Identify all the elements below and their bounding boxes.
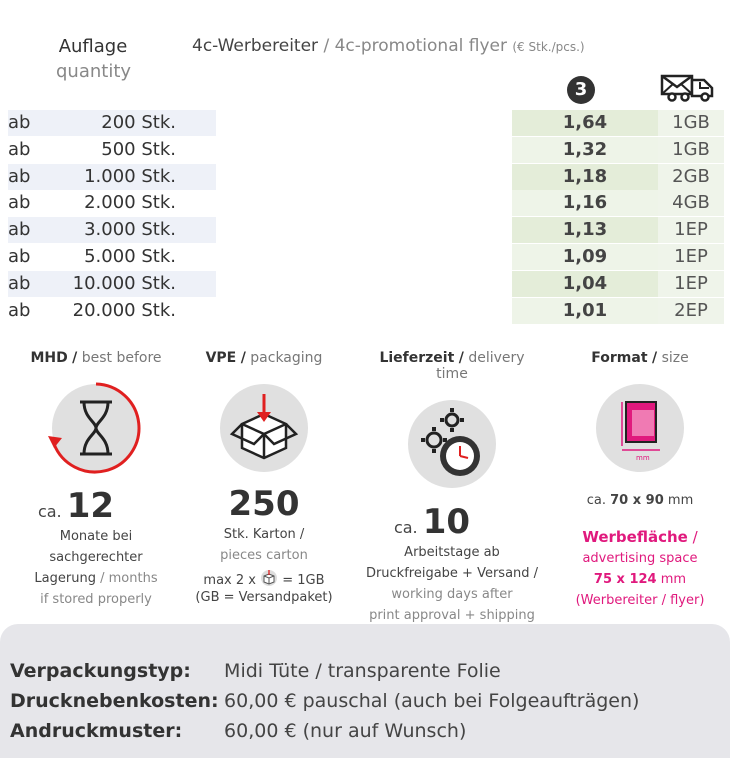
product-unit: (€ Stk./pcs.) [512, 40, 585, 54]
quantity-header-de: Auflage [58, 36, 128, 57]
proof-value: 60,00 € (nur auf Wunsch) [224, 720, 467, 742]
table-row [0, 137, 720, 163]
format-ca: ca. [586, 493, 606, 508]
row-price: 1,04 [512, 271, 658, 297]
mhd-title-en: best before [81, 350, 162, 366]
row-shipping: 1GB [658, 110, 724, 136]
vpe-line3b: = 1GB [282, 573, 325, 588]
table-row [0, 164, 720, 190]
row-prefix: ab [8, 299, 31, 321]
format-mm-label: mm [636, 454, 650, 462]
row-prefix: ab [8, 192, 31, 214]
row-price: 1,16 [512, 190, 658, 216]
row-shipping: 1EP [658, 217, 724, 243]
vpe-line4: (GB = Versandpaket) [195, 590, 333, 605]
lieferzeit-line4: print approval + shipping [369, 608, 535, 623]
lieferzeit-title: Lieferzeit / delivery time [379, 350, 525, 382]
table-row [0, 110, 720, 136]
lieferzeit-line2: Druckfreigabe + Versand / [365, 566, 539, 581]
row-quantity: 500 Stk. [101, 138, 176, 160]
format-title-de: Format [591, 350, 648, 366]
lieferzeit-title-en: delivery time [436, 350, 525, 382]
row-shipping: 2GB [658, 164, 724, 190]
vpe-value: 250 [228, 484, 300, 524]
gears-clock-icon [408, 400, 496, 488]
info-lieferzeit [364, 350, 540, 626]
row-price: 1,18 [512, 164, 658, 190]
row-price: 1,09 [512, 244, 658, 270]
row-quantity: 20.000 Stk. [72, 299, 176, 321]
vpe-title-de: VPE [205, 350, 237, 366]
delivery-truck-envelope-icon [660, 70, 716, 102]
mhd-title: MHD / best before [30, 350, 162, 366]
product-title-de: 4c-Werbereiter [192, 36, 319, 56]
small-box-icon [260, 570, 278, 591]
info-vpe [176, 350, 352, 605]
mhd-line4: if stored properly [40, 592, 152, 607]
product-title-en: 4c-promotional flyer [334, 36, 507, 56]
mhd-line2: sachgerechter [49, 550, 143, 565]
advertising-space-en: advertising space [582, 551, 698, 566]
format-title-en: size [661, 350, 689, 366]
row-shipping: 1EP [658, 244, 724, 270]
lieferzeit-value: 10 [422, 502, 471, 542]
detail-row-packaging [10, 660, 501, 682]
format-size: 70 x 90 [610, 493, 664, 508]
mhd-line3-en: months [108, 571, 158, 586]
row-price: 1,01 [512, 298, 658, 324]
hourglass-icon [52, 384, 140, 472]
table-row [0, 217, 720, 243]
row-prefix: ab [8, 219, 31, 241]
row-price: 1,13 [512, 217, 658, 243]
costs-label: Drucknebenkosten: [10, 690, 219, 712]
row-shipping: 1EP [658, 271, 724, 297]
info-format: Format / size mm ca. 70 x 90 mm Werbefläche / advertising space 75 x 124 mm (Werbereiter / flyer) [552, 350, 728, 611]
row-prefix: ab [8, 246, 31, 267]
proof-label: Andruckmuster: [10, 720, 183, 742]
vpe-title-en: packaging [250, 350, 323, 366]
vpe-line2: pieces carton [220, 548, 308, 563]
row-shipping: 4GB [658, 190, 724, 216]
lieferzeit-line3: working days after [391, 587, 513, 602]
format-title: Format / size [591, 350, 689, 366]
mhd-line1: Monate bei [59, 529, 133, 544]
mhd-value: 12 [66, 486, 115, 526]
open-box-icon [220, 384, 308, 472]
vpe-line1: Stk. Karton / [223, 527, 305, 542]
table-row [0, 190, 720, 216]
row-price: 1,64 [512, 110, 658, 136]
table-row [0, 244, 720, 270]
mhd-title-de: MHD [30, 350, 68, 366]
row-prefix: ab [8, 165, 31, 187]
row-quantity: 2.000 Stk. [84, 192, 176, 214]
advertising-space-size: 75 x 124 [593, 572, 657, 587]
row-price: 1,32 [512, 137, 658, 163]
row-shipping: 2EP [658, 298, 724, 324]
row-quantity: 1.000 Stk. [84, 165, 176, 187]
table-row [0, 298, 720, 324]
price-column-number-icon: 3 [567, 76, 595, 104]
row-quantity: 5.000 Stk. [84, 246, 176, 267]
packaging-label: Verpackungstyp: [10, 660, 191, 682]
table-row [0, 271, 720, 297]
detail-row-proof [10, 720, 466, 742]
details-panel [0, 624, 730, 758]
costs-value: 60,00 € pauschal (auch bei Folgeaufträgen) [224, 690, 640, 712]
detail-row-costs [10, 690, 639, 712]
flyer-format-icon [596, 384, 684, 472]
lieferzeit-title-de: Lieferzeit [379, 350, 455, 366]
packaging-value: Midi Tüte / transparente Folie [224, 660, 501, 682]
row-quantity: 3.000 Stk. [84, 219, 176, 241]
row-quantity: 200 Stk. [101, 112, 176, 133]
advertising-space-de: Werbefläche [582, 528, 688, 546]
product-header [192, 36, 585, 56]
lieferzeit-ca: ca. [393, 518, 418, 537]
lieferzeit-line1: Arbeitstage ab [404, 545, 500, 560]
vpe-title: VPE / packaging [205, 350, 323, 366]
row-quantity: 10.000 Stk. [72, 272, 176, 294]
mhd-line3-de: Lagerung [34, 571, 96, 586]
format-unit: mm [667, 493, 694, 508]
row-prefix: ab [8, 138, 31, 160]
product-title-separator: / [323, 36, 330, 56]
row-shipping: 1GB [658, 137, 724, 163]
mhd-ca: ca. [37, 502, 62, 521]
quantity-header-en: quantity [56, 61, 132, 82]
row-prefix: ab [8, 112, 31, 133]
row-prefix: ab [8, 272, 31, 294]
advertising-space-unit: mm [660, 572, 687, 587]
quantity-header [56, 36, 130, 82]
vpe-line3a: max 2 x [203, 573, 256, 588]
info-mhd: MHD / best before ca. 12 Monate bei sachgerechter Lagerung / months if stored properly [8, 350, 184, 610]
advertising-space-note: (Werbereiter / flyer) [575, 593, 705, 608]
